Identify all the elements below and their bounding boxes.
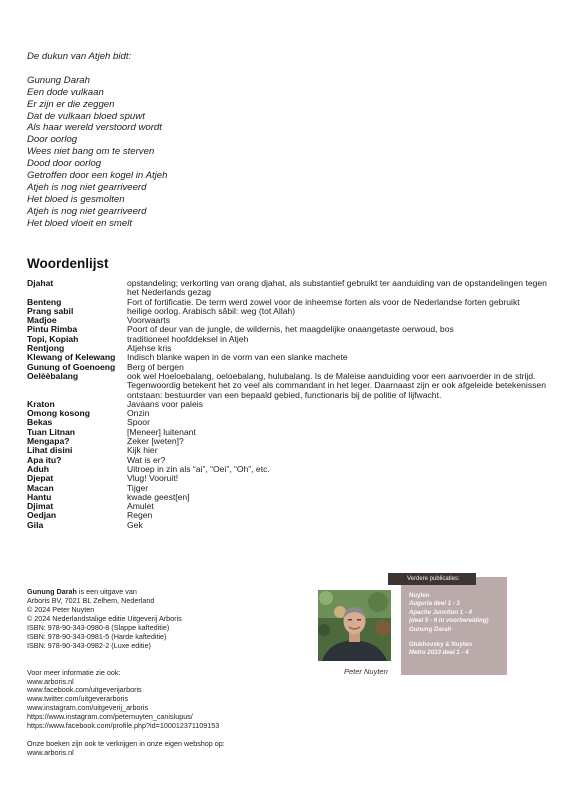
publication-title: Auguria deel 1 - 3 xyxy=(409,600,460,608)
glossary-term: Hantu xyxy=(27,491,52,502)
glossary-term: Pintu Rimba xyxy=(27,324,78,335)
glossary-entry xyxy=(27,428,557,437)
glossary-entry xyxy=(27,465,557,474)
info-link[interactable]: https://www.facebook.com/profile.php?id=100012371109153 xyxy=(27,721,220,731)
colophon xyxy=(27,588,225,758)
info-link[interactable]: https://www.instagram.com/peternuyten_canislupus/ xyxy=(27,712,193,722)
glossary-definition: Fort of fortificatie. De term werd zowel voor de inheemse forten als voor de Nederlandse forten gebruikt xyxy=(127,296,520,307)
glossary-term: Aduh xyxy=(27,463,49,474)
publication-title: (deel 5 - 6 in voorbereiding) xyxy=(409,617,489,625)
glossary-definition: Berg of bergen xyxy=(127,361,184,372)
glossary-entry xyxy=(27,502,557,511)
publications-author: Glukhovsky & Nuyten xyxy=(409,641,472,649)
poem-line: Het bloed is gesmolten xyxy=(27,193,125,205)
glossary-entry xyxy=(27,372,557,400)
glossary-definition: Poort of deur van de jungle, de wildernis, het maagdelijke onaangetaste oerwoud, bos xyxy=(127,324,454,335)
glossary-entry xyxy=(27,279,557,298)
poem-line: Getroffen door een kogel in Atjeh xyxy=(27,170,168,182)
glossary-definition: Kijk hier xyxy=(127,445,158,456)
glossary-entry xyxy=(27,484,557,493)
glossary-term: Rentjong xyxy=(27,343,65,354)
glossary-definition: Gek xyxy=(127,519,143,530)
colophon-title-rest: is een uitgave van xyxy=(76,587,137,596)
glossary-term: Bekas xyxy=(27,417,53,428)
book-title: Gunung Darah xyxy=(27,587,77,596)
poem-line: Dood door oorlog xyxy=(27,158,102,170)
glossary-entry xyxy=(27,437,557,446)
glossary-definition: Amulet xyxy=(127,501,154,512)
glossary-term: Benteng xyxy=(27,296,62,307)
glossary-term: Djimat xyxy=(27,501,54,512)
poem xyxy=(27,51,167,230)
author-portrait-image xyxy=(318,590,391,661)
glossary-definition: Vlug! Vooruit! xyxy=(127,473,179,484)
spacer xyxy=(27,651,225,660)
glossary-definition: kwade geest[en] xyxy=(127,491,190,502)
glossary-term: Tuan Litnan xyxy=(27,426,76,437)
glossary-entry xyxy=(27,325,557,334)
glossary-term: Gila xyxy=(27,519,44,530)
publication-title: Gunung Darah xyxy=(409,625,452,633)
glossary-term: Madjoe xyxy=(27,315,57,326)
publications-box xyxy=(401,577,507,675)
glossary-term: Lihat disini xyxy=(27,445,73,456)
glossary-entry xyxy=(27,446,557,455)
info-link[interactable]: www.instagram.com/uitgeverij_arboris xyxy=(27,703,149,713)
glossary-term: Djepat xyxy=(27,473,54,484)
poem-line: Atjeh is nog niet gearriveerd xyxy=(27,181,147,193)
glossary-entry xyxy=(27,456,557,465)
glossary-definition: Tijger xyxy=(127,482,149,493)
photo-caption: Peter Nuyten xyxy=(344,667,388,676)
poem-line: Een dode vulkaan xyxy=(27,86,104,98)
poem-intro: De dukun van Atjeh bidt: xyxy=(27,51,132,62)
glossary-definition: Regen xyxy=(127,510,153,521)
glossary-entry xyxy=(27,493,557,502)
poem-line: Atjeh is nog niet gearriveerd xyxy=(27,205,147,217)
glossary-term: Oedjan xyxy=(27,510,57,521)
glossary-definition: Voorwaarts xyxy=(127,315,170,326)
poem-line: Door oorlog xyxy=(27,134,78,146)
glossary-term: Omong kosong xyxy=(27,408,91,419)
glossary-entry xyxy=(27,335,557,344)
glossary-entry xyxy=(27,521,557,530)
poem-line: Gunung Darah xyxy=(27,74,90,86)
glossary-definition: Wat is er? xyxy=(127,454,166,465)
glossary-entry xyxy=(27,409,557,418)
glossary-definition: Indisch blanke wapen in de vorm van een slanke machete xyxy=(127,352,348,363)
glossary-definition: traditioneel hoofddeksel in Atjeh xyxy=(127,333,249,344)
poem-line: Als haar wereld verstoord wordt xyxy=(27,122,162,134)
glossary-definition: heilige oorlog. Arabisch sâbil: weg (tot Allah) xyxy=(127,305,296,316)
glossary-entry xyxy=(27,474,557,483)
glossary-term: Prang sabil xyxy=(27,305,74,316)
glossary-definition: Spoor xyxy=(127,417,150,428)
poem-lines xyxy=(27,75,167,230)
glossary-entry xyxy=(27,511,557,520)
publication-title: Metro 2033 deel 1 - 4 xyxy=(409,649,469,657)
glossary-entry xyxy=(27,400,557,409)
author-photo xyxy=(318,590,391,661)
publications-author: Nuyten xyxy=(409,592,430,599)
poem-line: Wees niet bang om te sterven xyxy=(27,146,155,158)
colophon-line: © 2024 Nederlandstalige editie Uitgeverij Arboris xyxy=(27,613,182,623)
colophon-line: ISBN: 978-90-343-0982-2 (Luxe editie) xyxy=(27,640,151,650)
glossary-list xyxy=(27,279,557,530)
poem-line: Er zijn er die zeggen xyxy=(27,98,115,110)
info-heading: Voor meer informatie zie ook: xyxy=(27,667,121,677)
glossary-definition: Zeker [weten]? xyxy=(127,436,184,447)
glossary-term: Topi, Kopiah xyxy=(27,333,79,344)
glossary-term: Klewang of Kelewang xyxy=(27,352,116,363)
spacer xyxy=(409,634,507,641)
glossary-definition: Atjehse kris xyxy=(127,343,172,354)
glossary-definition: Javaans voor paleis xyxy=(127,398,203,409)
glossary-definition: ook wel Hoeloebalang, oeloebalang, hulubalang. Is de Maleise aanduiding voor een aanvoerder in de strijd. Tegenwoordig betekent het zo veel als commandant in het leger. Daarnaast zijn er ook afgeleide betekenissen ontstaan: bestuurder van een bepaald gebied, functionaris bij de politie of lijfwacht. xyxy=(127,370,546,400)
glossary-term: Kraton xyxy=(27,398,55,409)
glossary-title: Woordenlijst xyxy=(27,256,109,271)
poem-line: Het bloed vloeit en smelt xyxy=(27,217,133,229)
colophon-line: ISBN: 978-90-343-0980-8 (Slappe kafteditie) xyxy=(27,622,170,632)
colophon-line: Arboris BV, 7021 BL Zelhem, Nederland xyxy=(27,595,155,605)
glossary-term: Oelèèbalang xyxy=(27,370,79,381)
publications-tab: Verdere publicaties: xyxy=(388,573,476,585)
glossary-definition: opstandeling; verkorting van orang djahat, als substantief gebruikt ter aanduiding van de opstandelingen tegen het Nederlands gezag xyxy=(127,278,547,298)
shop-text: Onze boeken zijn ook te verkrijgen in onze eigen webshop op: xyxy=(27,739,225,749)
glossary-term: Djahat xyxy=(27,278,54,288)
info-link[interactable]: www.arboris.nl xyxy=(27,676,74,686)
colophon-line: © 2024 Peter Nuyten xyxy=(27,604,95,614)
glossary-term: Gunung of Goenoeng xyxy=(27,361,116,372)
glossary-term: Macan xyxy=(27,482,54,493)
publication-title: Apache Junction 1 - 4 xyxy=(409,608,472,616)
glossary-term: Mengapa? xyxy=(27,436,70,447)
colophon-line: ISBN: 978-90-343-0981-5 (Harde kafteditie) xyxy=(27,631,167,641)
glossary-definition: Uitroep in zin als “ai”, “Oei”, “Oh”, etc. xyxy=(127,463,270,474)
poem-line: Dat de vulkaan bloed spuwt xyxy=(27,110,145,122)
shop-link[interactable]: www.arboris.nl xyxy=(27,748,74,758)
glossary-definition: [Meneer] luitenant xyxy=(127,426,196,437)
info-link[interactable]: www.twitter.com/uitgeverarboris xyxy=(27,694,129,704)
glossary-term: Apa itu? xyxy=(27,454,62,465)
glossary-entry xyxy=(27,307,557,316)
info-link[interactable]: www.facebook.com/uitgeverijarboris xyxy=(27,685,142,695)
glossary-definition: Onzin xyxy=(127,408,150,419)
glossary-entry xyxy=(27,418,557,427)
